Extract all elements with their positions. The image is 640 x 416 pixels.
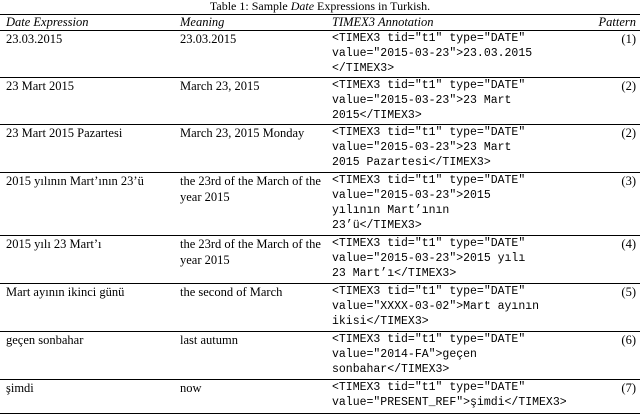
cell-date-expression: şimdi <box>6 381 34 395</box>
caption-suffix: Expressions in Turkish. <box>314 0 431 13</box>
cell-meaning: the second of March <box>180 285 283 299</box>
cell-date-expression: 23 Mart 2015 Pazartesi <box>6 126 123 140</box>
header-meaning: Meaning <box>180 15 225 29</box>
cell-pattern: (2) <box>621 79 636 93</box>
cell-pattern: (6) <box>621 333 636 347</box>
table-bottom-rule <box>0 413 640 414</box>
cell-date-expression: geçen sonbahar <box>6 333 84 347</box>
cell-date-expression: 2015 yılının Mart’ının 23’ü <box>6 174 144 188</box>
cell-meaning: now <box>180 381 202 395</box>
header-timex3-annotation: TIMEX3 Annotation <box>332 15 434 29</box>
cell-pattern: (1) <box>621 32 636 46</box>
cell-date-expression: 23 Mart 2015 <box>6 79 75 93</box>
cell-timex3-annotation: <TIMEX3 tid="t1" type="DATE" value="2015-03-23">23 Mart 2015</TIMEX3> <box>332 79 526 122</box>
cell-timex3-annotation: <TIMEX3 tid="t1" type="DATE" value="2015-03-23">23 Mart 2015 Pazartesi</TIMEX3> <box>332 126 526 169</box>
cell-timex3-annotation: <TIMEX3 tid="t1" type="DATE" value="2015-03-23">23.03.2015 </TIMEX3> <box>332 32 533 75</box>
cell-pattern: (2) <box>621 126 636 140</box>
cell-pattern: (3) <box>621 174 636 188</box>
cell-meaning: March 23, 2015 Monday <box>180 126 305 140</box>
cell-pattern: (4) <box>621 237 636 251</box>
cell-timex3-annotation: <TIMEX3 tid="t1" type="DATE" value="2015-03-23">2015 yılı 23 Mart’ı</TIMEX3> <box>332 237 526 280</box>
cell-date-expression: 23.03.2015 <box>6 32 63 46</box>
caption-prefix: Table 1: Sample <box>209 0 291 13</box>
caption-emphasis: Date <box>290 0 315 13</box>
cell-pattern: (5) <box>621 285 636 299</box>
table-caption <box>0 0 640 13</box>
cell-date-expression: 2015 yılı 23 Mart’ı <box>6 237 102 251</box>
cell-date-expression: Mart ayının ikinci günü <box>6 285 125 299</box>
cell-meaning: the 23rd of the March of the year 2015 <box>180 237 321 267</box>
header-date-expression: Date Expression <box>6 15 89 29</box>
cell-meaning: last autumn <box>180 333 238 347</box>
header-pattern: Pattern <box>598 15 636 29</box>
cell-meaning: 23.03.2015 <box>180 32 237 46</box>
cell-timex3-annotation: <TIMEX3 tid="t1" type="DATE" value="XXXX-03-02">Mart ayının ikisi</TIMEX3> <box>332 285 540 328</box>
cell-timex3-annotation: <TIMEX3 tid="t1" type="DATE" value="2014-FA">geçen sonbahar</TIMEX3> <box>332 333 526 376</box>
cell-timex3-annotation: <TIMEX3 tid="t1" type="DATE" value="PRESENT_REF">şimdi</TIMEX3> <box>332 381 567 409</box>
cell-meaning: March 23, 2015 <box>180 79 260 93</box>
cell-timex3-annotation: <TIMEX3 tid="t1" type="DATE" value="2015-03-23">2015 yılının Mart’ının 23’ü</TIMEX3> <box>332 174 526 232</box>
cell-pattern: (7) <box>621 381 636 395</box>
cell-meaning: the 23rd of the March of the year 2015 <box>180 174 321 204</box>
